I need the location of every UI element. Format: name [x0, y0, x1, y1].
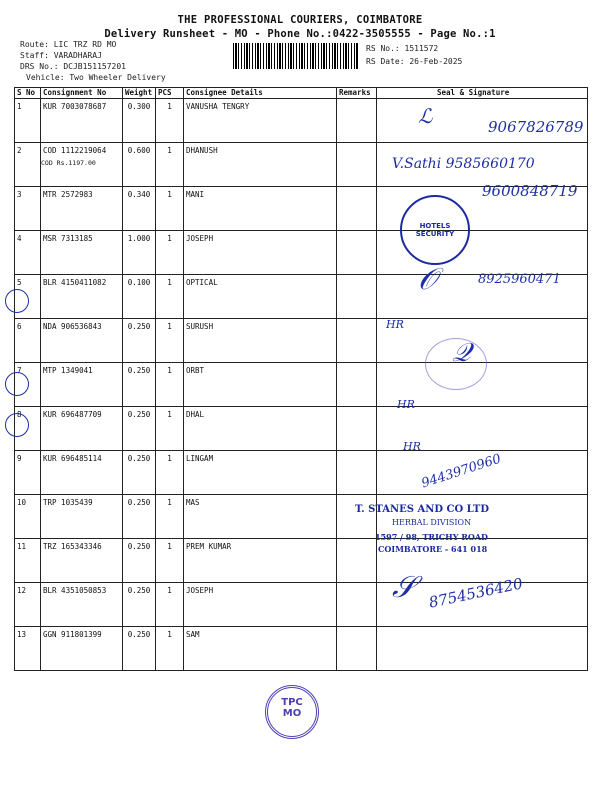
row-sno: 10: [15, 495, 41, 539]
row-consignee: DHANUSH: [184, 143, 337, 187]
row-consignment: TRP 1035439: [41, 495, 123, 539]
col-weight: Weight: [123, 88, 156, 99]
initials-hr-8: HR: [397, 398, 415, 411]
row-consignee: JOSEPH: [184, 583, 337, 627]
rs-date: RS Date: 26-Feb-2025: [366, 57, 463, 66]
row-consignee: MAS: [184, 495, 337, 539]
handwritten-phone-3: 9600848719: [482, 182, 578, 200]
row-consignment: KUR 696487709: [41, 407, 123, 451]
row-consignment: KUR 7003078687: [41, 99, 123, 143]
row-consignee: MANI: [184, 187, 337, 231]
row-weight: 0.250: [123, 583, 156, 627]
row-consignment: KUR 696485114: [41, 451, 123, 495]
row-weight: 0.250: [123, 451, 156, 495]
row-weight: 0.340: [123, 187, 156, 231]
row-remarks: [337, 407, 377, 451]
row-pcs: 1: [156, 539, 184, 583]
row-weight: 0.300: [123, 99, 156, 143]
signature-7: 𝒬: [452, 338, 471, 368]
row-weight: 0.250: [123, 627, 156, 671]
row-weight: 1.000: [123, 231, 156, 275]
row-weight: 0.250: [123, 495, 156, 539]
row-weight: 0.250: [123, 319, 156, 363]
col-consignment: Consignment No: [41, 88, 123, 99]
stanes-stamp-line3: 1597 / 98, TRICHY ROAD: [375, 532, 488, 542]
table-row: [15, 539, 588, 583]
row-sno: 6: [15, 319, 41, 363]
hotel-seal-stamp: HOTELS SECURITY: [400, 195, 470, 265]
row-consignment: TRZ 165343346: [41, 539, 123, 583]
row-pcs: 1: [156, 231, 184, 275]
row-remarks: [337, 363, 377, 407]
initials-hr-6: HR: [386, 318, 404, 331]
drs-label: DRS No.: DCJB151157201: [20, 62, 126, 71]
row-weight: 0.600: [123, 143, 156, 187]
initials-hr-9: HR: [403, 440, 421, 453]
stanes-stamp-line1: T. STANES AND CO LTD: [355, 504, 489, 515]
vehicle-label: Vehicle: Two Wheeler Delivery: [26, 73, 166, 82]
row-sno: 3: [15, 187, 41, 231]
barcode-image: [233, 43, 359, 69]
row-pcs: 1: [156, 627, 184, 671]
row-pcs: 1: [156, 451, 184, 495]
table-row: [15, 231, 588, 275]
row-consignee: LINGAM: [184, 451, 337, 495]
row-consignee: SAM: [184, 627, 337, 671]
row-pcs: 1: [156, 99, 184, 143]
row-consignment: BLR 4351050853: [41, 583, 123, 627]
row-remarks: [337, 275, 377, 319]
handwritten-phone-2: V.Sathi 9585660170: [392, 156, 535, 172]
circle-mark-8: [5, 372, 29, 396]
row-consignee: OPTICAL: [184, 275, 337, 319]
row-sno: 11: [15, 539, 41, 583]
row-sno: 12: [15, 583, 41, 627]
row-consignee: VANUSHA TENGRY: [184, 99, 337, 143]
cod-amount-note: COD Rs.1197.00: [41, 159, 96, 167]
row-pcs: 1: [156, 143, 184, 187]
row-consignment: MSR 7313185: [41, 231, 123, 275]
row-remarks: [337, 539, 377, 583]
row-consignee: SURUSH: [184, 319, 337, 363]
col-pcs: PCS: [156, 88, 184, 99]
row-weight: 0.250: [123, 407, 156, 451]
row-consignee: ORBT: [184, 363, 337, 407]
row-sno: 4: [15, 231, 41, 275]
row-remarks: [337, 451, 377, 495]
row-sno: 13: [15, 627, 41, 671]
row-consignment: BLR 4150411082: [41, 275, 123, 319]
row-pcs: 1: [156, 407, 184, 451]
table-row: [15, 407, 588, 451]
row-remarks: [337, 319, 377, 363]
handwritten-phone-5: 9443970960: [419, 451, 504, 492]
row-remarks: [337, 495, 377, 539]
handwritten-phone-6: 8754536420: [427, 574, 525, 612]
row-pcs: 1: [156, 275, 184, 319]
row-pcs: 1: [156, 583, 184, 627]
row-consignee: DHAL: [184, 407, 337, 451]
row-remarks: [337, 143, 377, 187]
row-sno: 5: [15, 275, 41, 319]
row-signature: [377, 627, 588, 671]
tpc-mo-stamp: TPC MO: [265, 685, 319, 739]
row-consignment: MTR 2572983: [41, 187, 123, 231]
circle-mark-6: [5, 289, 29, 313]
row-pcs: 1: [156, 187, 184, 231]
staff-label: Staff: VARADHARAJ: [20, 51, 102, 60]
table-row: [15, 495, 588, 539]
stanes-stamp-line2: HERBAL DIVISION: [392, 518, 472, 527]
row-remarks: [337, 187, 377, 231]
col-signature: Seal & Signature: [377, 88, 588, 99]
row-remarks: [337, 99, 377, 143]
row-remarks: [337, 583, 377, 627]
row-remarks: [337, 231, 377, 275]
handwritten-phone-1: 9067826789: [488, 118, 584, 136]
row-sno: 7: [15, 363, 41, 407]
runsheet-subtitle: Delivery Runsheet - MO - Phone No.:0422-3505555 - Page No.:1: [104, 28, 496, 40]
table-row: [15, 451, 588, 495]
signature-13: 𝒮: [392, 570, 416, 605]
table-row: [15, 363, 588, 407]
circle-mark-9: [5, 413, 29, 437]
row-sno: 1: [15, 99, 41, 143]
table-row: [15, 319, 588, 363]
row-weight: 0.250: [123, 363, 156, 407]
handwritten-phone-4: 8925960471: [478, 272, 561, 287]
table-header-row: [15, 88, 588, 99]
row-consignment: NDA 906536843: [41, 319, 123, 363]
stanes-stamp-line4: COIMBATORE - 641 018: [378, 544, 488, 554]
row-sno: 2: [15, 143, 41, 187]
col-remarks: Remarks: [337, 88, 377, 99]
col-consignee: Consignee Details: [184, 88, 337, 99]
row-pcs: 1: [156, 363, 184, 407]
signature-5: 𝒪: [418, 262, 437, 297]
row-weight: 0.100: [123, 275, 156, 319]
company-title: THE PROFESSIONAL COURIERS, COIMBATORE: [177, 14, 423, 26]
route-label: Route: LIC TRZ RD MO: [20, 40, 117, 49]
row-consignee: JOSEPH: [184, 231, 337, 275]
row-sno: 9: [15, 451, 41, 495]
row-remarks: [337, 627, 377, 671]
row-sno: 8: [15, 407, 41, 451]
row-consignee: PREM KUMAR: [184, 539, 337, 583]
row-consignment: GGN 911801399: [41, 627, 123, 671]
row-consignment: COD 1112219064 COD Rs.1197.00: [41, 143, 123, 187]
rs-number: RS No.: 1511572: [366, 44, 439, 53]
row-weight: 0.250: [123, 539, 156, 583]
row-consignment: MTP 1349041: [41, 363, 123, 407]
table-row: [15, 627, 588, 671]
row-pcs: 1: [156, 319, 184, 363]
signature-1: ℒ: [418, 104, 433, 128]
col-sno: S No: [15, 88, 41, 99]
row-pcs: 1: [156, 495, 184, 539]
